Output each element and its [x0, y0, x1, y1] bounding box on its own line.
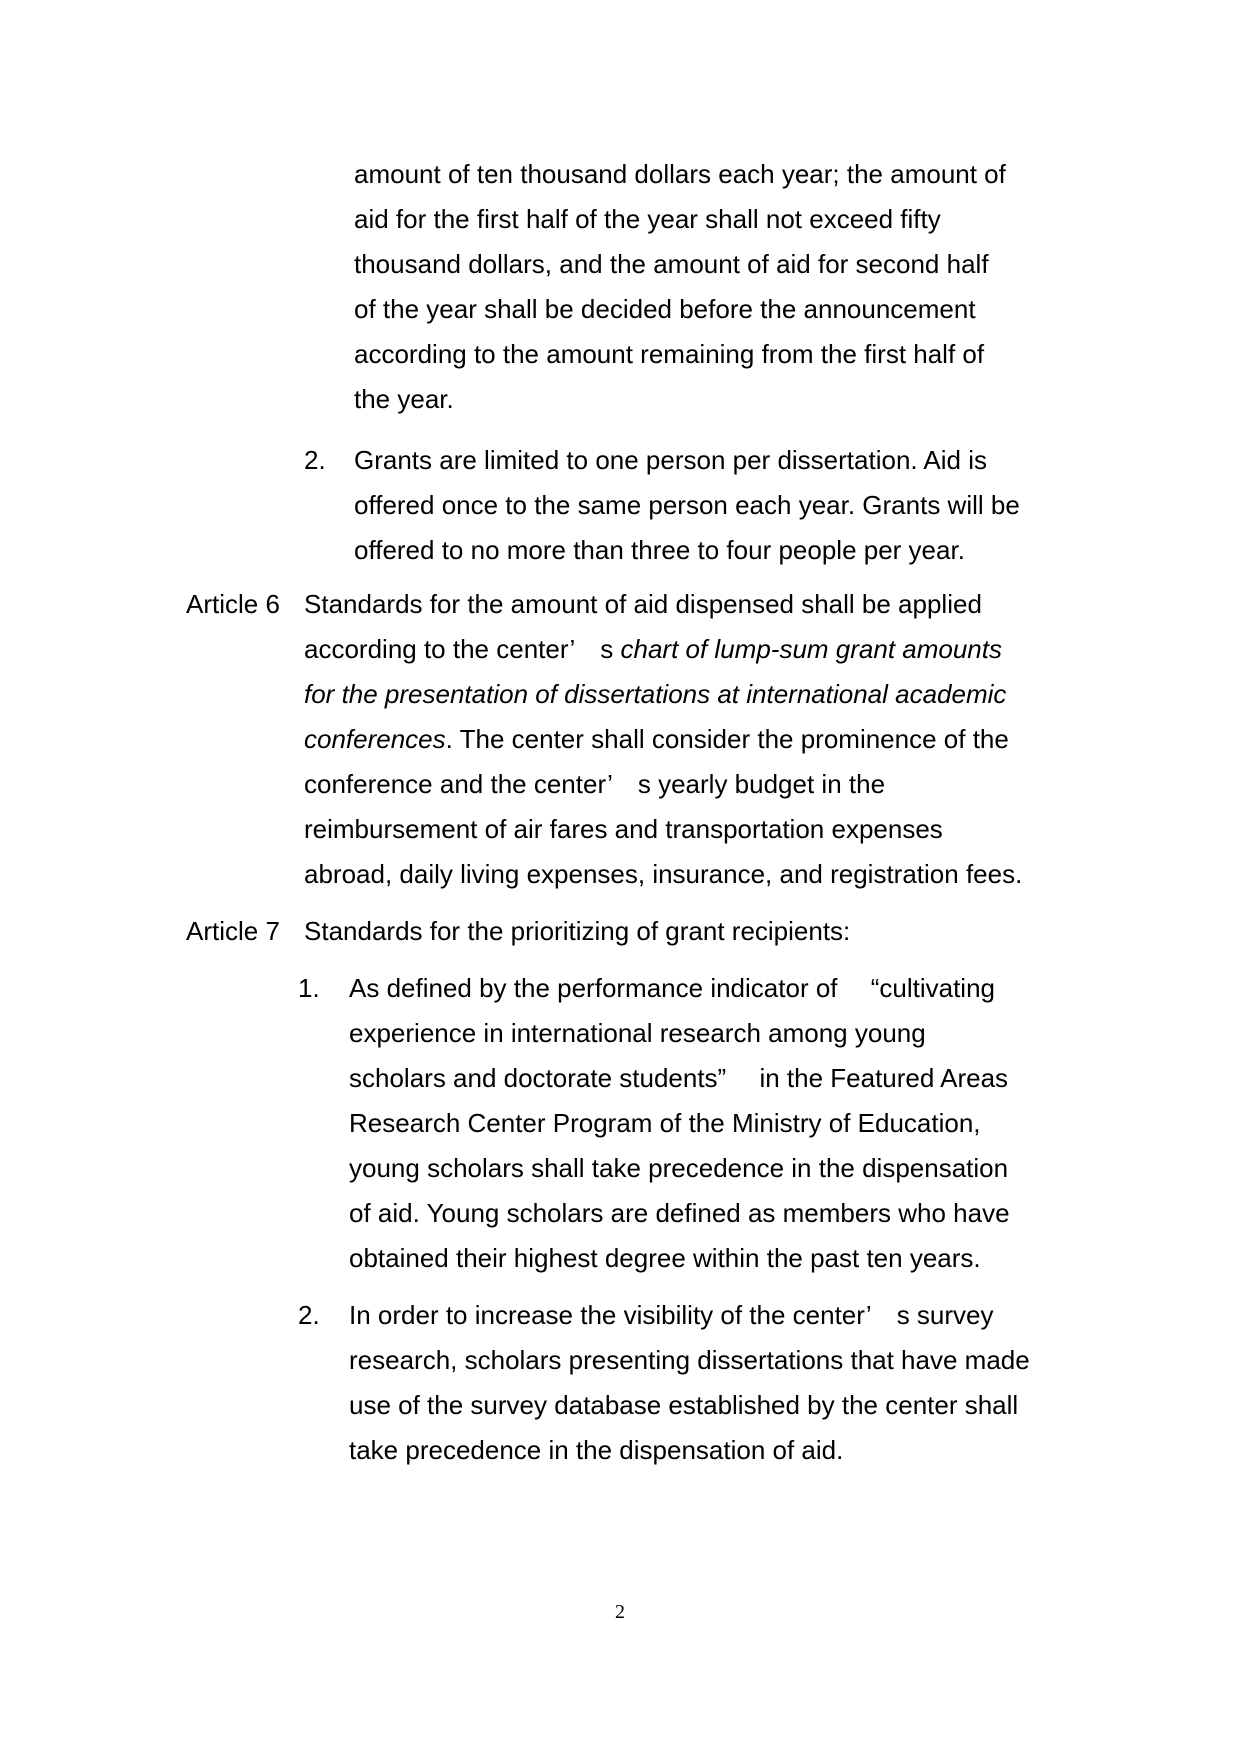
text-run: . The center shall consider the prominence of the	[445, 724, 1009, 754]
text-line: aid for the first half of the year shall not exceed fifty	[354, 204, 941, 234]
text-line: according to the amount remaining from the first half of	[354, 339, 985, 369]
text-line: experience in international research among young	[349, 1018, 926, 1048]
text-line: of aid. Young scholars are defined as members who have	[349, 1198, 1010, 1228]
text-line: As defined by the performance indicator of “cultivating	[349, 973, 996, 1003]
text-line: Grants are limited to one person per dissertation. Aid is	[354, 445, 987, 475]
text-line	[304, 717, 1022, 762]
article7-item2-text	[349, 1293, 1030, 1473]
text-line	[304, 672, 1022, 717]
text-line: reimbursement of air fares and transportation expenses	[304, 814, 943, 844]
text-run: according to the center’ s	[304, 634, 621, 664]
text-line: of the year shall be decided before the announcement	[354, 294, 976, 324]
text-line: conference and the center’ s yearly budget in the	[304, 769, 886, 799]
text-line	[304, 627, 1022, 672]
list-number: 2.	[298, 1300, 320, 1330]
list-number: 1.	[298, 973, 320, 1003]
article5-item1-continuation	[354, 152, 1006, 422]
text-line: scholars and doctorate students” in the Featured Areas	[349, 1063, 1009, 1093]
chart-title-italic: conferences	[304, 724, 446, 754]
article6-label: Article 6	[186, 589, 280, 619]
article7-label: Article 7	[186, 916, 280, 946]
text-line: offered to no more than three to four people per year.	[354, 535, 965, 565]
article5-item2-text	[354, 438, 1020, 573]
text-line: Standards for the prioritizing of grant recipients:	[304, 916, 851, 946]
text-line: young scholars shall take precedence in the dispensation	[349, 1153, 1009, 1183]
text-line: In order to increase the visibility of the center’ s survey	[349, 1300, 994, 1330]
text-line: take precedence in the dispensation of aid.	[349, 1435, 844, 1465]
text-line: Research Center Program of the Ministry of Education,	[349, 1108, 981, 1138]
article7-item1-text	[349, 966, 1010, 1281]
list-number: 2.	[304, 445, 326, 475]
article7-heading	[304, 909, 850, 954]
article6-text	[304, 582, 1022, 897]
text-line: obtained their highest degree within the past ten years.	[349, 1243, 981, 1273]
page-number: 2	[615, 1601, 625, 1623]
chart-title-italic: chart of lump-sum grant amounts	[620, 634, 1002, 664]
text-line: abroad, daily living expenses, insurance, and registration fees.	[304, 859, 1023, 889]
text-line: Standards for the amount of aid dispensed shall be applied	[304, 589, 982, 619]
text-line: thousand dollars, and the amount of aid for second half	[354, 249, 989, 279]
text-line: offered once to the same person each year. Grants will be	[354, 490, 1020, 520]
text-line: use of the survey database established by the center shall	[349, 1390, 1019, 1420]
text-line: the year.	[354, 384, 454, 414]
chart-title-italic: for the presentation of dissertations at international academic	[304, 679, 1007, 709]
text-line: amount of ten thousand dollars each year; the amount of	[354, 159, 1006, 189]
text-line: research, scholars presenting dissertations that have made	[349, 1345, 1030, 1375]
